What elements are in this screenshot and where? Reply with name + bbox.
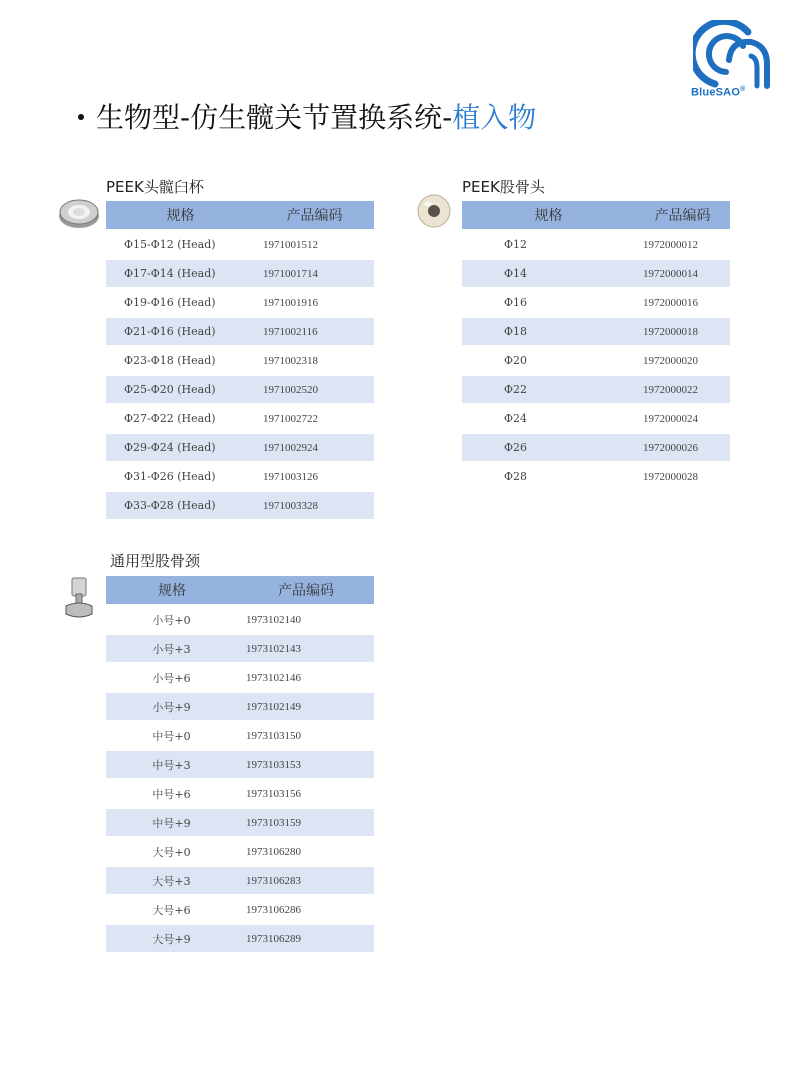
table-row	[106, 346, 374, 375]
product-code-cell: 1972000022	[635, 375, 730, 404]
product-code-cell: 1973102149	[238, 692, 374, 721]
table-row	[106, 866, 374, 895]
product-code-cell: 1972000012	[635, 230, 730, 259]
table-row	[106, 779, 374, 808]
spec-cell: Φ16	[462, 288, 635, 317]
spec-cell: 中号+6	[106, 779, 238, 808]
spec-cell: Φ21-Φ16 (Head)	[106, 317, 255, 346]
page-title	[78, 96, 536, 136]
spec-cell: 中号+0	[106, 721, 238, 750]
table-row	[106, 491, 374, 519]
neck-spec-table	[106, 576, 374, 952]
table-row	[462, 346, 730, 375]
product-code-cell: 1973106280	[238, 837, 374, 866]
product-code-cell: 1973103159	[238, 808, 374, 837]
table-row	[462, 462, 730, 490]
title-accent: 植入物	[452, 101, 537, 134]
table-row	[106, 462, 374, 491]
table-row	[462, 288, 730, 317]
product-code-cell: 1971002924	[255, 433, 374, 462]
spec-cell: Φ17-Φ14 (Head)	[106, 259, 255, 288]
table-row	[462, 404, 730, 433]
product-code-cell: 1971002520	[255, 375, 374, 404]
section-label-cup: PEEK头髋臼杯	[106, 178, 204, 196]
table-row	[462, 259, 730, 288]
spec-cell: Φ33-Φ28 (Head)	[106, 491, 255, 519]
product-code-cell: 1971002318	[255, 346, 374, 375]
spec-cell: 小号+3	[106, 634, 238, 663]
spec-cell: 小号+6	[106, 663, 238, 692]
spec-cell: Φ20	[462, 346, 635, 375]
table-row	[106, 605, 374, 634]
product-code-cell: 1971001916	[255, 288, 374, 317]
column-header-spec: 规格	[462, 201, 635, 230]
product-code-cell: 1972000016	[635, 288, 730, 317]
table-row	[106, 404, 374, 433]
table-row	[106, 721, 374, 750]
table-row	[106, 230, 374, 259]
table-row	[462, 375, 730, 404]
section-label-neck: 通用型股骨颈	[110, 552, 201, 570]
column-header-code: 产品编码	[255, 201, 374, 230]
table-row	[106, 895, 374, 924]
table-row	[462, 230, 730, 259]
product-code-cell: 1972000018	[635, 317, 730, 346]
spec-cell: Φ19-Φ16 (Head)	[106, 288, 255, 317]
table-row	[106, 375, 374, 404]
product-code-cell: 1971003328	[255, 491, 374, 519]
product-code-cell: 1973103156	[238, 779, 374, 808]
femoral-neck-image	[60, 576, 100, 620]
table-row	[106, 924, 374, 952]
spec-cell: Φ23-Φ18 (Head)	[106, 346, 255, 375]
spec-cell: Φ22	[462, 375, 635, 404]
product-code-cell: 1973106286	[238, 895, 374, 924]
table-row	[106, 259, 374, 288]
table-row	[106, 317, 374, 346]
spec-cell: Φ12	[462, 230, 635, 259]
product-code-cell: 1973103153	[238, 750, 374, 779]
product-code-cell: 1973106289	[238, 924, 374, 952]
table-row	[106, 808, 374, 837]
spec-cell: Φ18	[462, 317, 635, 346]
table-row	[462, 317, 730, 346]
table-row	[106, 837, 374, 866]
table-row	[462, 433, 730, 462]
spec-cell: 中号+9	[106, 808, 238, 837]
spec-cell: Φ24	[462, 404, 635, 433]
spec-cell: 中号+3	[106, 750, 238, 779]
product-code-cell: 1973102143	[238, 634, 374, 663]
table-row	[106, 750, 374, 779]
product-code-cell: 1971003126	[255, 462, 374, 491]
table-row	[106, 663, 374, 692]
spec-cell: 大号+6	[106, 895, 238, 924]
table-row	[106, 288, 374, 317]
product-code-cell: 1973102140	[238, 605, 374, 634]
table-row	[106, 433, 374, 462]
spec-cell: Φ29-Φ24 (Head)	[106, 433, 255, 462]
spec-cell: 小号+0	[106, 605, 238, 634]
product-code-cell: 1973106283	[238, 866, 374, 895]
product-code-cell: 1973103150	[238, 721, 374, 750]
spec-cell: Φ15-Φ12 (Head)	[106, 230, 255, 259]
spec-cell: 大号+9	[106, 924, 238, 952]
product-code-cell: 1972000020	[635, 346, 730, 375]
table-header-row	[462, 201, 730, 230]
table-row	[106, 692, 374, 721]
column-header-spec: 规格	[106, 201, 255, 230]
logo-wordmark: BlueSAO®	[691, 86, 746, 99]
product-code-cell: 1972000028	[635, 462, 730, 490]
spec-cell: Φ27-Φ22 (Head)	[106, 404, 255, 433]
femoral-head-image	[414, 193, 454, 229]
product-code-cell: 1971001512	[255, 230, 374, 259]
spec-cell: Φ25-Φ20 (Head)	[106, 375, 255, 404]
product-code-cell: 1972000026	[635, 433, 730, 462]
spec-cell: Φ14	[462, 259, 635, 288]
table-row	[106, 634, 374, 663]
product-code-cell: 1972000014	[635, 259, 730, 288]
product-code-cell: 1971001714	[255, 259, 374, 288]
spec-cell: 大号+3	[106, 866, 238, 895]
title-main: 生物型-仿生髋关节置换系统-	[96, 101, 453, 134]
spec-cell: 大号+0	[106, 837, 238, 866]
table-header-row	[106, 201, 374, 230]
product-code-cell: 1971002722	[255, 404, 374, 433]
spec-cell: 小号+9	[106, 692, 238, 721]
spec-cell: Φ26	[462, 433, 635, 462]
product-code-cell: 1971002116	[255, 317, 374, 346]
acetabular-cup-image	[57, 196, 101, 230]
section-label-head: PEEK股骨头	[462, 178, 545, 196]
spec-cell: Φ31-Φ26 (Head)	[106, 462, 255, 491]
table-header-row	[106, 576, 374, 605]
bullet-icon	[78, 114, 84, 120]
column-header-code: 产品编码	[635, 201, 730, 230]
cup-spec-table	[106, 201, 374, 519]
spec-cell: Φ28	[462, 462, 635, 490]
head-spec-table	[462, 201, 730, 490]
product-code-cell: 1972000024	[635, 404, 730, 433]
column-header-code: 产品编码	[238, 576, 374, 605]
product-code-cell: 1973102146	[238, 663, 374, 692]
column-header-spec: 规格	[106, 576, 238, 605]
